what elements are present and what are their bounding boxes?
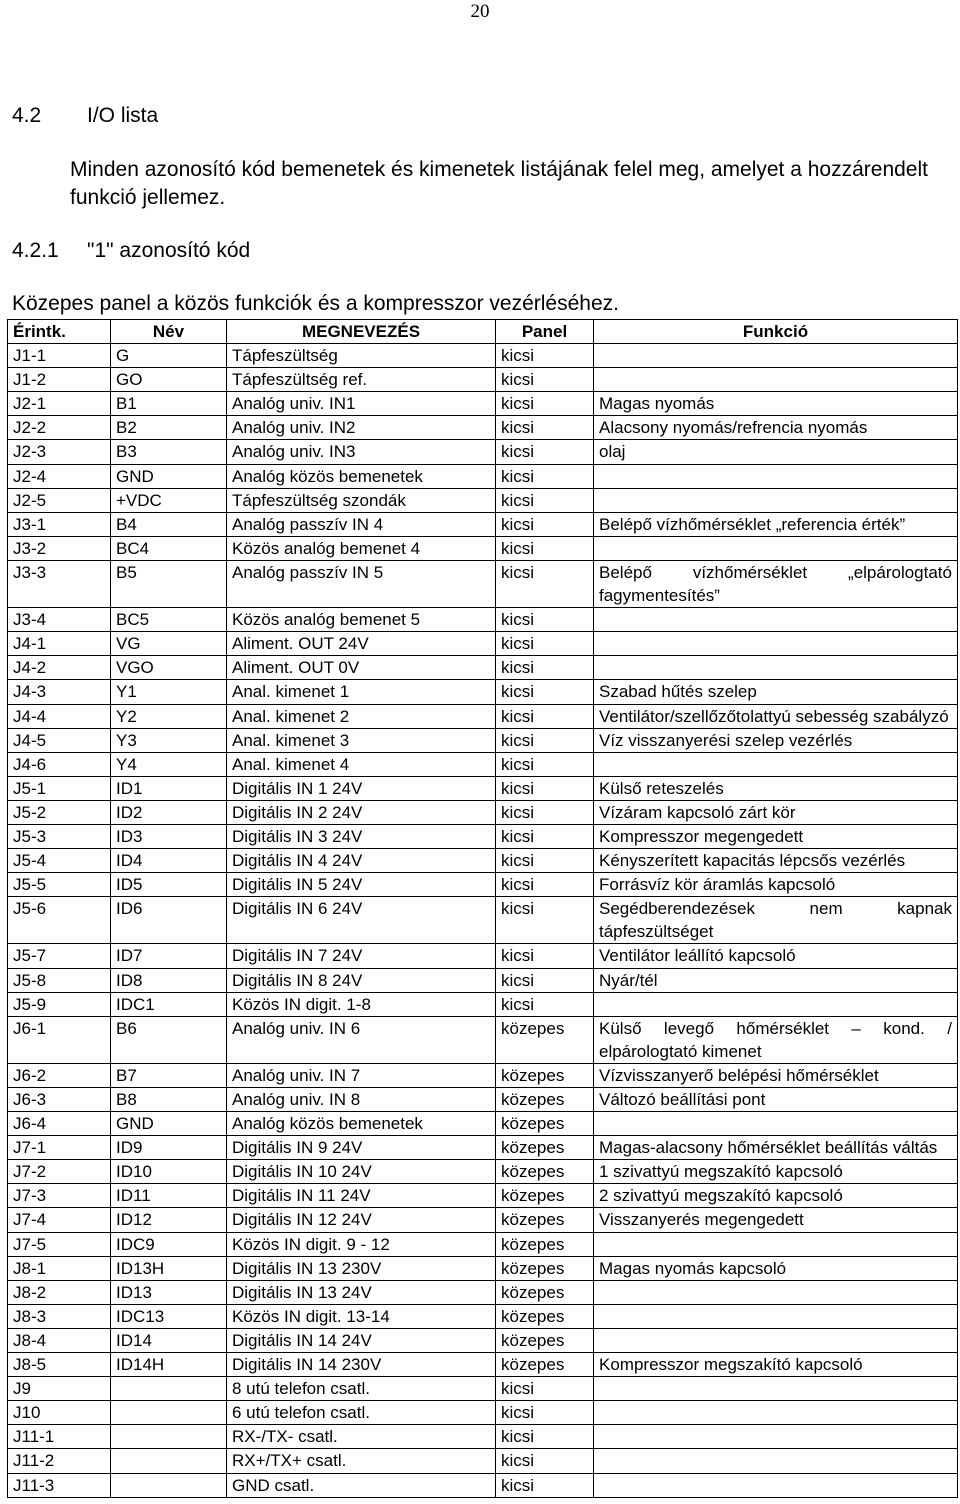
cell-megnevezes: Digitális IN 7 24V (227, 944, 496, 968)
cell-funkcio: Visszanyerés megengedett (594, 1208, 958, 1232)
cell-funkcio: Vízvisszanyerő belépési hőmérséklet (594, 1063, 958, 1087)
cell-erintk: J3-2 (8, 536, 111, 560)
cell-panel: kicsi (496, 992, 594, 1016)
cell-megnevezes: Analóg univ. IN1 (227, 392, 496, 416)
table-row (8, 1112, 958, 1136)
cell-megnevezes: Analóg passzív IN 4 (227, 512, 496, 536)
cell-erintk: J4-4 (8, 704, 111, 728)
table-row (8, 800, 958, 824)
table-row (8, 1232, 958, 1256)
cell-panel: kicsi (496, 1377, 594, 1401)
cell-erintk: J2-3 (8, 440, 111, 464)
table-row (8, 1160, 958, 1184)
cell-megnevezes: Közös analóg bemenet 4 (227, 536, 496, 560)
cell-erintk: J1-1 (8, 344, 111, 368)
cell-erintk: J2-5 (8, 488, 111, 512)
cell-nev: G (111, 344, 227, 368)
cell-panel: kicsi (496, 536, 594, 560)
cell-megnevezes: Anal. kimenet 4 (227, 752, 496, 776)
cell-erintk: J2-2 (8, 416, 111, 440)
cell-megnevezes: Digitális IN 14 230V (227, 1353, 496, 1377)
cell-megnevezes: Digitális IN 13 24V (227, 1280, 496, 1304)
table-row (8, 656, 958, 680)
cell-erintk: J6-3 (8, 1088, 111, 1112)
cell-panel: kicsi (496, 824, 594, 848)
cell-megnevezes: 6 utú telefon csatl. (227, 1401, 496, 1425)
cell-funkcio: Magas nyomás kapcsoló (594, 1256, 958, 1280)
cell-megnevezes: Aliment. OUT 0V (227, 656, 496, 680)
subsection-number: 4.2.1 (12, 239, 59, 262)
cell-funkcio: Segédberendezések nem kapnak tápfeszültséget (594, 897, 958, 944)
cell-megnevezes: Analóg passzív IN 5 (227, 560, 496, 607)
cell-panel: kicsi (496, 1473, 594, 1497)
cell-erintk: J4-5 (8, 728, 111, 752)
cell-panel: kicsi (496, 1401, 594, 1425)
header-nev: Név (111, 320, 227, 344)
cell-panel: kicsi (496, 368, 594, 392)
cell-nev: B4 (111, 512, 227, 536)
cell-erintk: J6-1 (8, 1016, 111, 1063)
intro-paragraph: Minden azonosító kód bemenetek és kimenetek listájának felel meg, amelyet a hozzárendelt funkció jellemez. (70, 158, 928, 209)
cell-nev: +VDC (111, 488, 227, 512)
cell-megnevezes: Analóg univ. IN 7 (227, 1063, 496, 1087)
cell-megnevezes: Tápfeszültség szondák (227, 488, 496, 512)
cell-nev: BC4 (111, 536, 227, 560)
cell-panel: közepes (496, 1088, 594, 1112)
cell-nev: ID13 (111, 1280, 227, 1304)
cell-erintk: J8-2 (8, 1280, 111, 1304)
cell-panel: közepes (496, 1256, 594, 1280)
cell-funkcio: Kényszerített kapacitás lépcsős vezérlés (594, 849, 958, 873)
table-row (8, 1449, 958, 1473)
cell-megnevezes: Analóg univ. IN3 (227, 440, 496, 464)
subsection-title: "1" azonosító kód (87, 239, 251, 262)
cell-megnevezes: Anal. kimenet 3 (227, 728, 496, 752)
cell-erintk: J5-5 (8, 873, 111, 897)
table-row (8, 1328, 958, 1352)
cell-panel: közepes (496, 1184, 594, 1208)
cell-panel: kicsi (496, 968, 594, 992)
cell-erintk: J5-2 (8, 800, 111, 824)
cell-nev (111, 1449, 227, 1473)
cell-megnevezes: Anal. kimenet 1 (227, 680, 496, 704)
cell-panel: közepes (496, 1232, 594, 1256)
cell-megnevezes: Digitális IN 9 24V (227, 1136, 496, 1160)
table-row (8, 1136, 958, 1160)
table-row (8, 1088, 958, 1112)
cell-nev: GO (111, 368, 227, 392)
cell-nev: B5 (111, 560, 227, 607)
cell-erintk: J3-4 (8, 608, 111, 632)
cell-funkcio: olaj (594, 440, 958, 464)
cell-megnevezes: Tápfeszültség (227, 344, 496, 368)
cell-nev: ID5 (111, 873, 227, 897)
cell-megnevezes: Digitális IN 1 24V (227, 776, 496, 800)
cell-megnevezes: Digitális IN 11 24V (227, 1184, 496, 1208)
cell-funkcio (594, 536, 958, 560)
cell-panel: kicsi (496, 560, 594, 607)
cell-erintk: J9 (8, 1377, 111, 1401)
table-row (8, 368, 958, 392)
cell-nev: ID10 (111, 1160, 227, 1184)
cell-erintk: J10 (8, 1401, 111, 1425)
cell-panel: kicsi (496, 392, 594, 416)
table-row (8, 1208, 958, 1232)
cell-erintk: J4-3 (8, 680, 111, 704)
cell-nev: ID14 (111, 1328, 227, 1352)
cell-funkcio (594, 1401, 958, 1425)
cell-megnevezes: Analóg univ. IN 6 (227, 1016, 496, 1063)
cell-panel: közepes (496, 1353, 594, 1377)
cell-panel: közepes (496, 1280, 594, 1304)
cell-funkcio (594, 344, 958, 368)
cell-megnevezes: Digitális IN 14 24V (227, 1328, 496, 1352)
cell-erintk: J4-2 (8, 656, 111, 680)
cell-megnevezes: Analóg közös bemenetek (227, 1112, 496, 1136)
cell-erintk: J8-4 (8, 1328, 111, 1352)
cell-panel: kicsi (496, 1425, 594, 1449)
table-row (8, 1401, 958, 1425)
table-row (8, 1377, 958, 1401)
cell-funkcio (594, 488, 958, 512)
cell-megnevezes: Digitális IN 10 24V (227, 1160, 496, 1184)
cell-nev: B3 (111, 440, 227, 464)
table-row (8, 440, 958, 464)
cell-nev: ID11 (111, 1184, 227, 1208)
cell-panel: közepes (496, 1304, 594, 1328)
table-row (8, 632, 958, 656)
cell-nev (111, 1473, 227, 1497)
cell-nev: Y1 (111, 680, 227, 704)
table-row (8, 392, 958, 416)
table-row (8, 1184, 958, 1208)
cell-megnevezes: Analóg univ. IN2 (227, 416, 496, 440)
cell-panel: közepes (496, 1016, 594, 1063)
cell-erintk: J3-1 (8, 512, 111, 536)
cell-panel: kicsi (496, 416, 594, 440)
table-row (8, 849, 958, 873)
cell-panel: kicsi (496, 1449, 594, 1473)
section-title: I/O lista (87, 104, 159, 127)
page-number: 20 (470, 1, 490, 22)
table-subtitle: Közepes panel a közös funkciók és a kompresszor vezérléséhez. (12, 292, 619, 315)
cell-panel: kicsi (496, 632, 594, 656)
table-row (8, 728, 958, 752)
cell-megnevezes: Digitális IN 13 230V (227, 1256, 496, 1280)
cell-nev: ID6 (111, 897, 227, 944)
cell-megnevezes: Analóg közös bemenetek (227, 464, 496, 488)
table-row (8, 608, 958, 632)
section-heading (12, 104, 158, 128)
cell-nev: ID2 (111, 800, 227, 824)
table-row (8, 512, 958, 536)
table-header-row (8, 320, 958, 344)
cell-megnevezes: Közös IN digit. 1-8 (227, 992, 496, 1016)
cell-funkcio (594, 1232, 958, 1256)
cell-panel: kicsi (496, 897, 594, 944)
cell-megnevezes: Analóg univ. IN 8 (227, 1088, 496, 1112)
cell-nev: ID12 (111, 1208, 227, 1232)
cell-funkcio (594, 1377, 958, 1401)
cell-panel: közepes (496, 1208, 594, 1232)
table-row (8, 1280, 958, 1304)
table-row (8, 488, 958, 512)
cell-funkcio: 1 szivattyú megszakító kapcsoló (594, 1160, 958, 1184)
table-row (8, 1304, 958, 1328)
table-row (8, 1016, 958, 1063)
cell-megnevezes: Digitális IN 8 24V (227, 968, 496, 992)
table-row (8, 897, 958, 944)
cell-erintk: J5-8 (8, 968, 111, 992)
io-table (7, 319, 958, 1498)
table-row (8, 416, 958, 440)
cell-megnevezes: Digitális IN 5 24V (227, 873, 496, 897)
cell-erintk: J8-3 (8, 1304, 111, 1328)
cell-nev: ID13H (111, 1256, 227, 1280)
cell-funkcio (594, 464, 958, 488)
table-row (8, 1353, 958, 1377)
cell-funkcio: Ventilátor leállító kapcsoló (594, 944, 958, 968)
cell-funkcio: Vízáram kapcsoló zárt kör (594, 800, 958, 824)
cell-funkcio: Ventilátor/szellőzőtolattyú sebesség szabályzó (594, 704, 958, 728)
cell-funkcio: 2 szivattyú megszakító kapcsoló (594, 1184, 958, 1208)
table-row (8, 1425, 958, 1449)
cell-funkcio (594, 1449, 958, 1473)
cell-funkcio: Víz visszanyerési szelep vezérlés (594, 728, 958, 752)
cell-erintk: J11-2 (8, 1449, 111, 1473)
cell-panel: kicsi (496, 800, 594, 824)
cell-erintk: J7-3 (8, 1184, 111, 1208)
cell-funkcio (594, 1280, 958, 1304)
cell-nev: ID14H (111, 1353, 227, 1377)
cell-funkcio: Változó beállítási pont (594, 1088, 958, 1112)
header-megnevezes: MEGNEVEZÉS (227, 320, 496, 344)
cell-panel: kicsi (496, 849, 594, 873)
cell-erintk: J7-2 (8, 1160, 111, 1184)
cell-megnevezes: Aliment. OUT 24V (227, 632, 496, 656)
table-row (8, 944, 958, 968)
cell-panel: közepes (496, 1112, 594, 1136)
cell-nev: ID4 (111, 849, 227, 873)
cell-funkcio: Szabad hűtés szelep (594, 680, 958, 704)
subsection-heading (12, 239, 250, 263)
cell-nev: ID8 (111, 968, 227, 992)
cell-funkcio (594, 1473, 958, 1497)
cell-erintk: J8-5 (8, 1353, 111, 1377)
cell-nev (111, 1401, 227, 1425)
cell-megnevezes: Digitális IN 2 24V (227, 800, 496, 824)
table-row (8, 536, 958, 560)
cell-panel: közepes (496, 1328, 594, 1352)
table-row (8, 464, 958, 488)
cell-erintk: J5-1 (8, 776, 111, 800)
cell-funkcio: Nyár/tél (594, 968, 958, 992)
cell-erintk: J2-1 (8, 392, 111, 416)
cell-panel: kicsi (496, 680, 594, 704)
cell-funkcio: Belépő vízhőmérséklet „referencia érték” (594, 512, 958, 536)
cell-erintk: J5-4 (8, 849, 111, 873)
cell-nev (111, 1377, 227, 1401)
cell-erintk: J4-1 (8, 632, 111, 656)
table-body (8, 344, 958, 1498)
cell-nev: VGO (111, 656, 227, 680)
cell-megnevezes: Közös IN digit. 13-14 (227, 1304, 496, 1328)
cell-erintk: J7-4 (8, 1208, 111, 1232)
table-row (8, 824, 958, 848)
cell-funkcio (594, 1112, 958, 1136)
table-row (8, 873, 958, 897)
cell-erintk: J11-1 (8, 1425, 111, 1449)
header-funkcio: Funkció (594, 320, 958, 344)
cell-funkcio (594, 1425, 958, 1449)
cell-panel: kicsi (496, 464, 594, 488)
cell-panel: kicsi (496, 512, 594, 536)
cell-nev: IDC9 (111, 1232, 227, 1256)
cell-nev: B2 (111, 416, 227, 440)
cell-megnevezes: RX-/TX- csatl. (227, 1425, 496, 1449)
cell-nev: Y3 (111, 728, 227, 752)
cell-megnevezes: Digitális IN 4 24V (227, 849, 496, 873)
cell-nev: IDC13 (111, 1304, 227, 1328)
cell-funkcio: Külső levegő hőmérséklet – kond. / elpárologtató kimenet (594, 1016, 958, 1063)
cell-megnevezes: 8 utú telefon csatl. (227, 1377, 496, 1401)
table-row (8, 344, 958, 368)
cell-funkcio (594, 1304, 958, 1328)
cell-erintk: J5-7 (8, 944, 111, 968)
cell-megnevezes: Anal. kimenet 2 (227, 704, 496, 728)
cell-nev: B8 (111, 1088, 227, 1112)
cell-megnevezes: GND csatl. (227, 1473, 496, 1497)
cell-panel: kicsi (496, 776, 594, 800)
cell-funkcio: Külső reteszelés (594, 776, 958, 800)
cell-panel: közepes (496, 1136, 594, 1160)
header-panel: Panel (496, 320, 594, 344)
cell-erintk: J4-6 (8, 752, 111, 776)
cell-panel: kicsi (496, 488, 594, 512)
section-number: 4.2 (12, 104, 42, 127)
table-row (8, 560, 958, 607)
cell-erintk: J5-9 (8, 992, 111, 1016)
cell-funkcio: Magas-alacsony hőmérséklet beállítás váltás (594, 1136, 958, 1160)
cell-nev: ID9 (111, 1136, 227, 1160)
cell-erintk: J5-6 (8, 897, 111, 944)
cell-nev: B7 (111, 1063, 227, 1087)
cell-panel: közepes (496, 1063, 594, 1087)
cell-erintk: J7-1 (8, 1136, 111, 1160)
cell-funkcio (594, 752, 958, 776)
cell-funkcio: Kompresszor megengedett (594, 824, 958, 848)
cell-funkcio: Kompresszor megszakító kapcsoló (594, 1353, 958, 1377)
cell-funkcio (594, 368, 958, 392)
cell-megnevezes: Digitális IN 3 24V (227, 824, 496, 848)
cell-funkcio: Alacsony nyomás/refrencia nyomás (594, 416, 958, 440)
cell-nev: GND (111, 1112, 227, 1136)
cell-funkcio (594, 992, 958, 1016)
cell-megnevezes: Digitális IN 12 24V (227, 1208, 496, 1232)
cell-nev: GND (111, 464, 227, 488)
cell-funkcio (594, 1328, 958, 1352)
table-row (8, 752, 958, 776)
cell-funkcio: Forrásvíz kör áramlás kapcsoló (594, 873, 958, 897)
cell-panel: kicsi (496, 440, 594, 464)
header-erintk: Érintk. (8, 320, 111, 344)
cell-nev (111, 1425, 227, 1449)
cell-erintk: J6-2 (8, 1063, 111, 1087)
cell-panel: kicsi (496, 704, 594, 728)
cell-nev: ID7 (111, 944, 227, 968)
table-row (8, 704, 958, 728)
table-row (8, 680, 958, 704)
cell-erintk: J5-3 (8, 824, 111, 848)
cell-erintk: J8-1 (8, 1256, 111, 1280)
cell-erintk: J2-4 (8, 464, 111, 488)
table-row (8, 776, 958, 800)
cell-panel: kicsi (496, 656, 594, 680)
table-row (8, 992, 958, 1016)
cell-nev: Y4 (111, 752, 227, 776)
cell-funkcio: Magas nyomás (594, 392, 958, 416)
cell-nev: IDC1 (111, 992, 227, 1016)
cell-nev: ID1 (111, 776, 227, 800)
table-row (8, 1256, 958, 1280)
cell-erintk: J1-2 (8, 368, 111, 392)
cell-nev: B1 (111, 392, 227, 416)
cell-megnevezes: Közös IN digit. 9 - 12 (227, 1232, 496, 1256)
cell-panel: kicsi (496, 728, 594, 752)
cell-panel: kicsi (496, 873, 594, 897)
cell-erintk: J7-5 (8, 1232, 111, 1256)
table-row (8, 968, 958, 992)
cell-megnevezes: Digitális IN 6 24V (227, 897, 496, 944)
cell-erintk: J6-4 (8, 1112, 111, 1136)
cell-panel: kicsi (496, 944, 594, 968)
cell-nev: B6 (111, 1016, 227, 1063)
cell-nev: Y2 (111, 704, 227, 728)
cell-funkcio (594, 656, 958, 680)
cell-funkcio (594, 608, 958, 632)
cell-nev: VG (111, 632, 227, 656)
cell-megnevezes: RX+/TX+ csatl. (227, 1449, 496, 1473)
cell-panel: közepes (496, 1160, 594, 1184)
cell-megnevezes: Közös analóg bemenet 5 (227, 608, 496, 632)
cell-nev: BC5 (111, 608, 227, 632)
table-row (8, 1063, 958, 1087)
cell-panel: kicsi (496, 752, 594, 776)
cell-erintk: J3-3 (8, 560, 111, 607)
cell-nev: ID3 (111, 824, 227, 848)
table-row (8, 1473, 958, 1497)
cell-panel: kicsi (496, 344, 594, 368)
cell-panel: kicsi (496, 608, 594, 632)
cell-erintk: J11-3 (8, 1473, 111, 1497)
cell-megnevezes: Tápfeszültség ref. (227, 368, 496, 392)
cell-funkcio: Belépő vízhőmérséklet „elpárologtató fagymentesítés” (594, 560, 958, 607)
cell-funkcio (594, 632, 958, 656)
